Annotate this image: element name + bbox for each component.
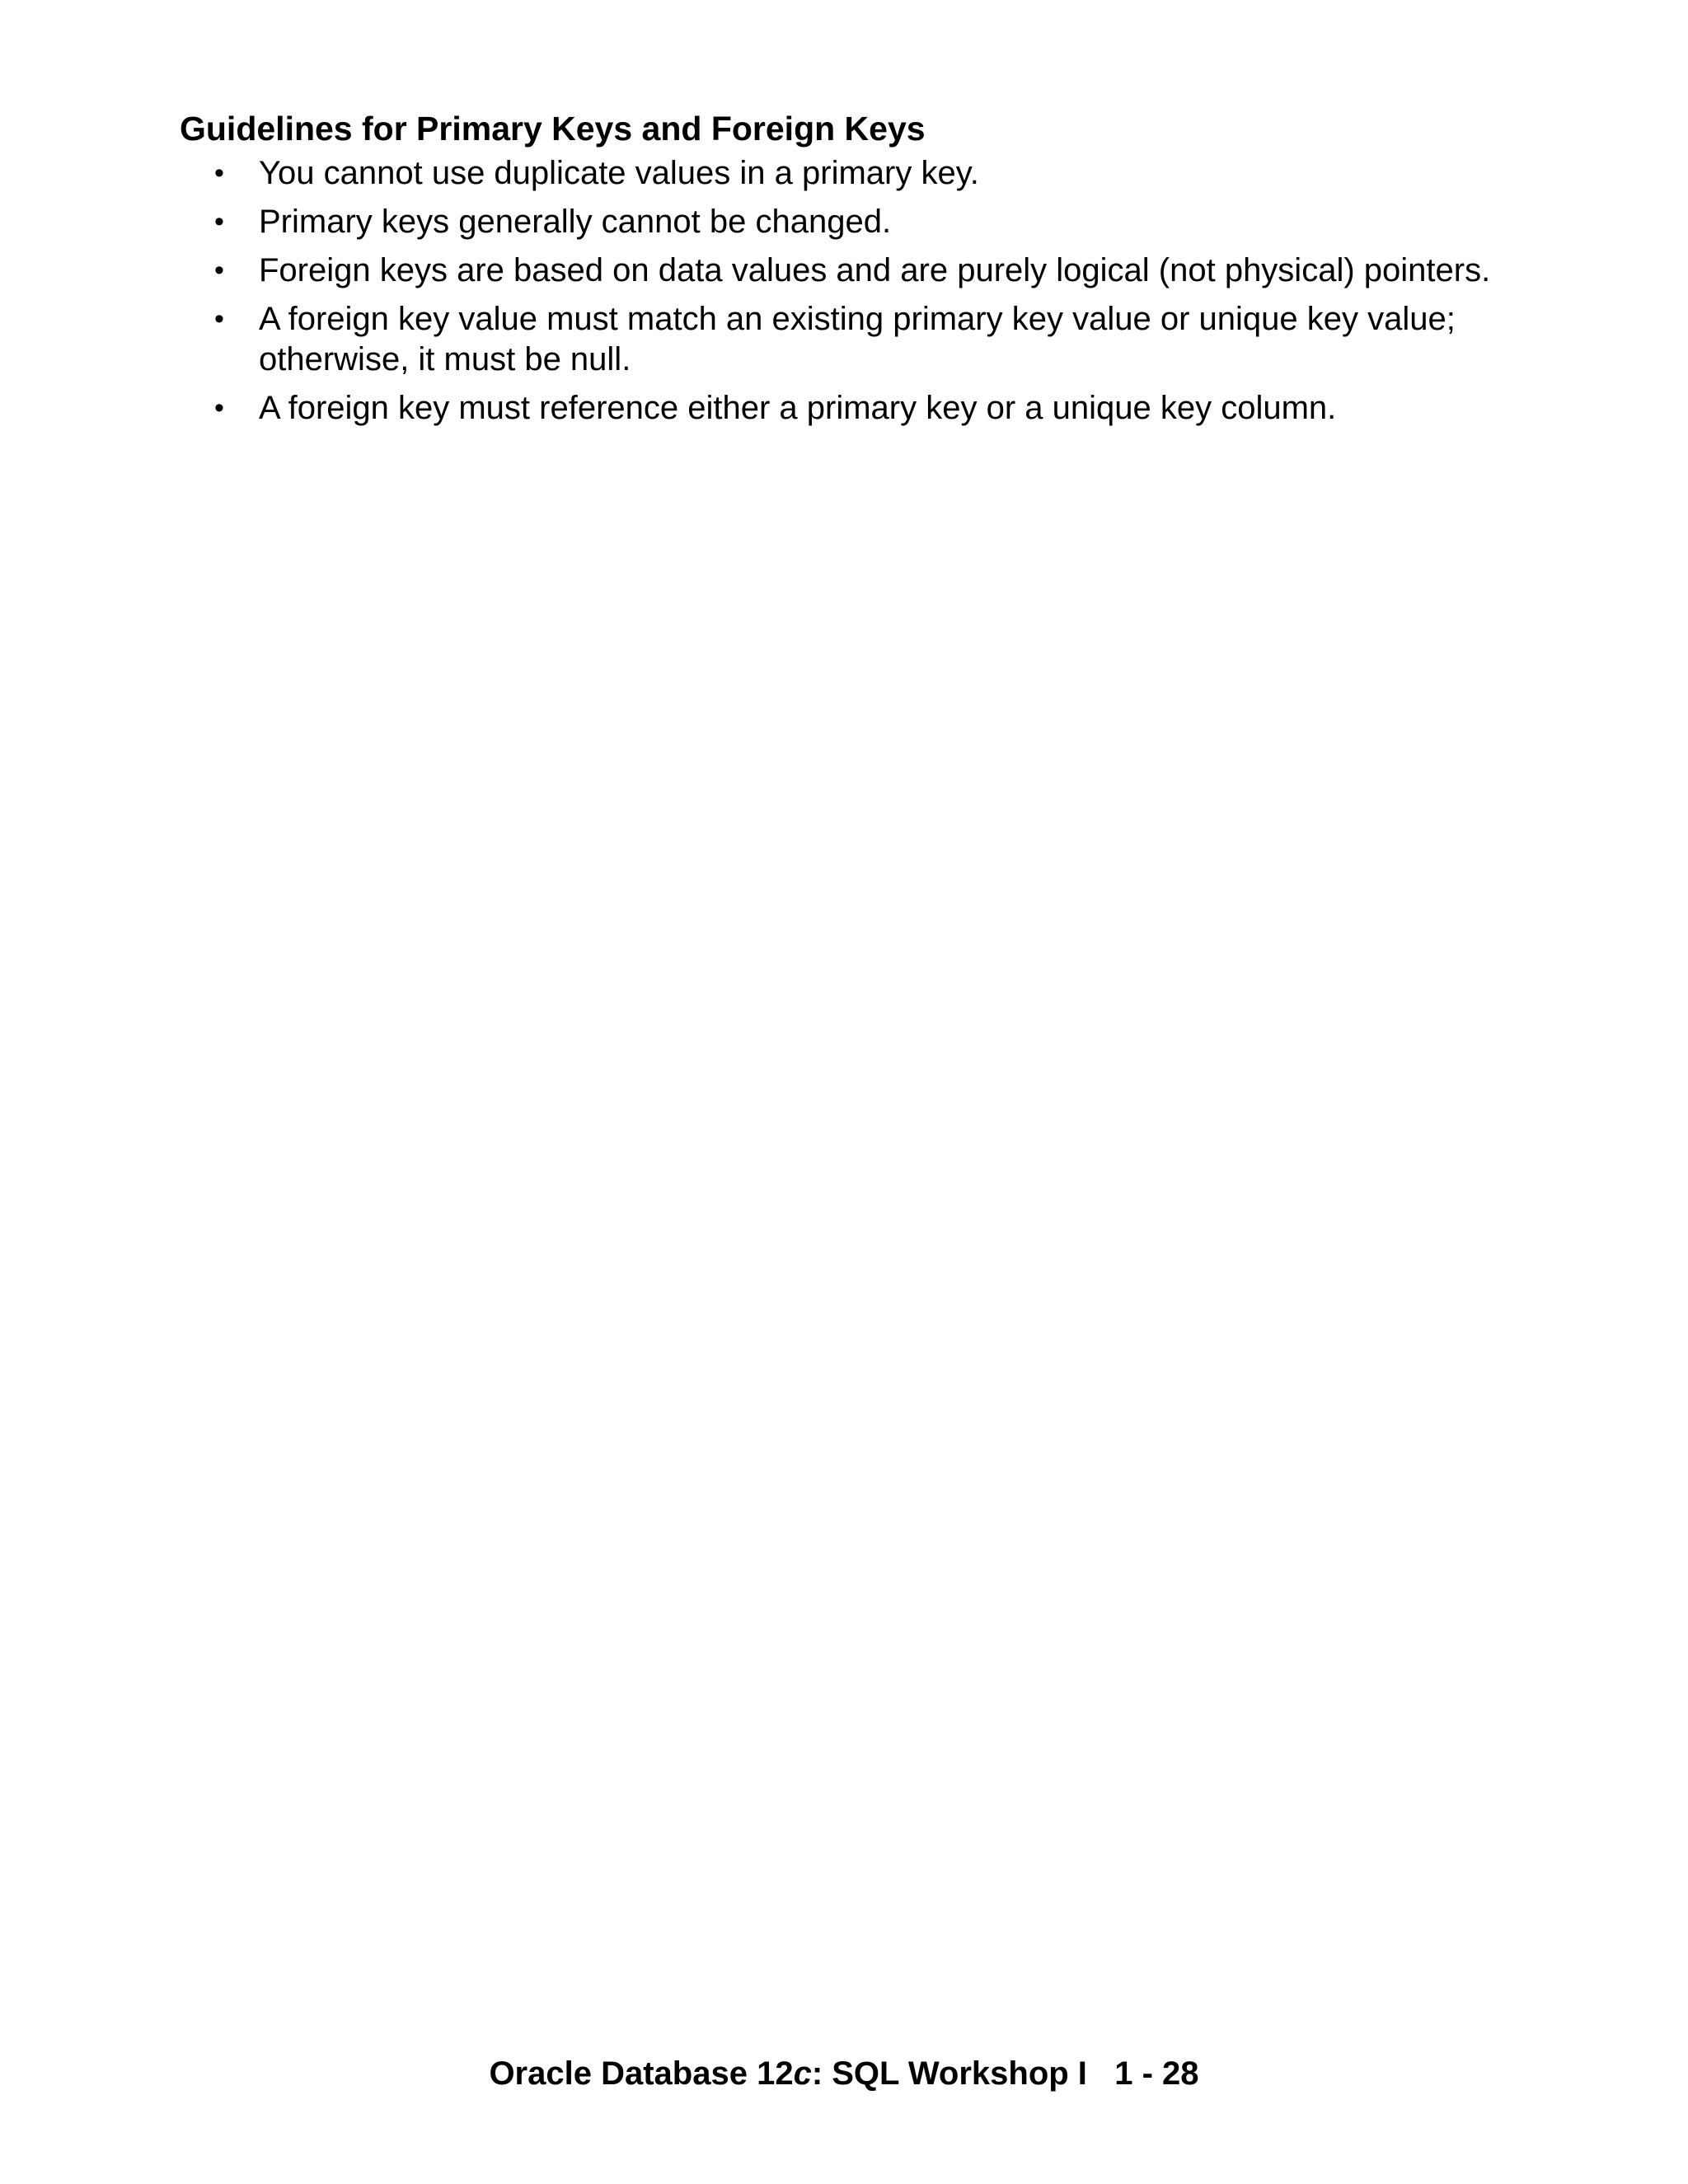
bullet-icon: • [214,392,224,424]
list-item-text: Primary keys generally cannot be changed. [259,204,892,240]
page-footer [0,2050,1688,2097]
list-item-text: Foreign keys are based on data values and are purely logical (not physical) pointers. [259,252,1491,288]
footer-title-suffix: : SQL Workshop I [811,2055,1087,2092]
guidelines-list [180,153,1531,437]
bullet-icon: • [214,157,224,189]
list-item [180,202,1531,242]
list-item-text: You cannot use duplicate values in a primary key. [259,155,979,191]
section-title: Guidelines for Primary Keys and Foreign Keys [180,110,926,148]
list-item-text: A foreign key value must match an existing primary key value or unique key value; otherwise, it must be null. [259,301,1456,377]
list-item [180,299,1531,380]
bullet-icon: • [214,255,224,286]
list-item [180,153,1531,194]
list-item [180,251,1531,291]
list-item-text: A foreign key must reference either a primary key or a unique key column. [259,390,1337,426]
page-number: 1 - 28 [1114,2055,1199,2092]
bullet-icon: • [214,206,224,237]
footer-title-italic: c [793,2055,812,2092]
footer-title-prefix: Oracle Database 12 [489,2055,794,2092]
bullet-icon: • [214,303,224,335]
list-item [180,388,1531,429]
